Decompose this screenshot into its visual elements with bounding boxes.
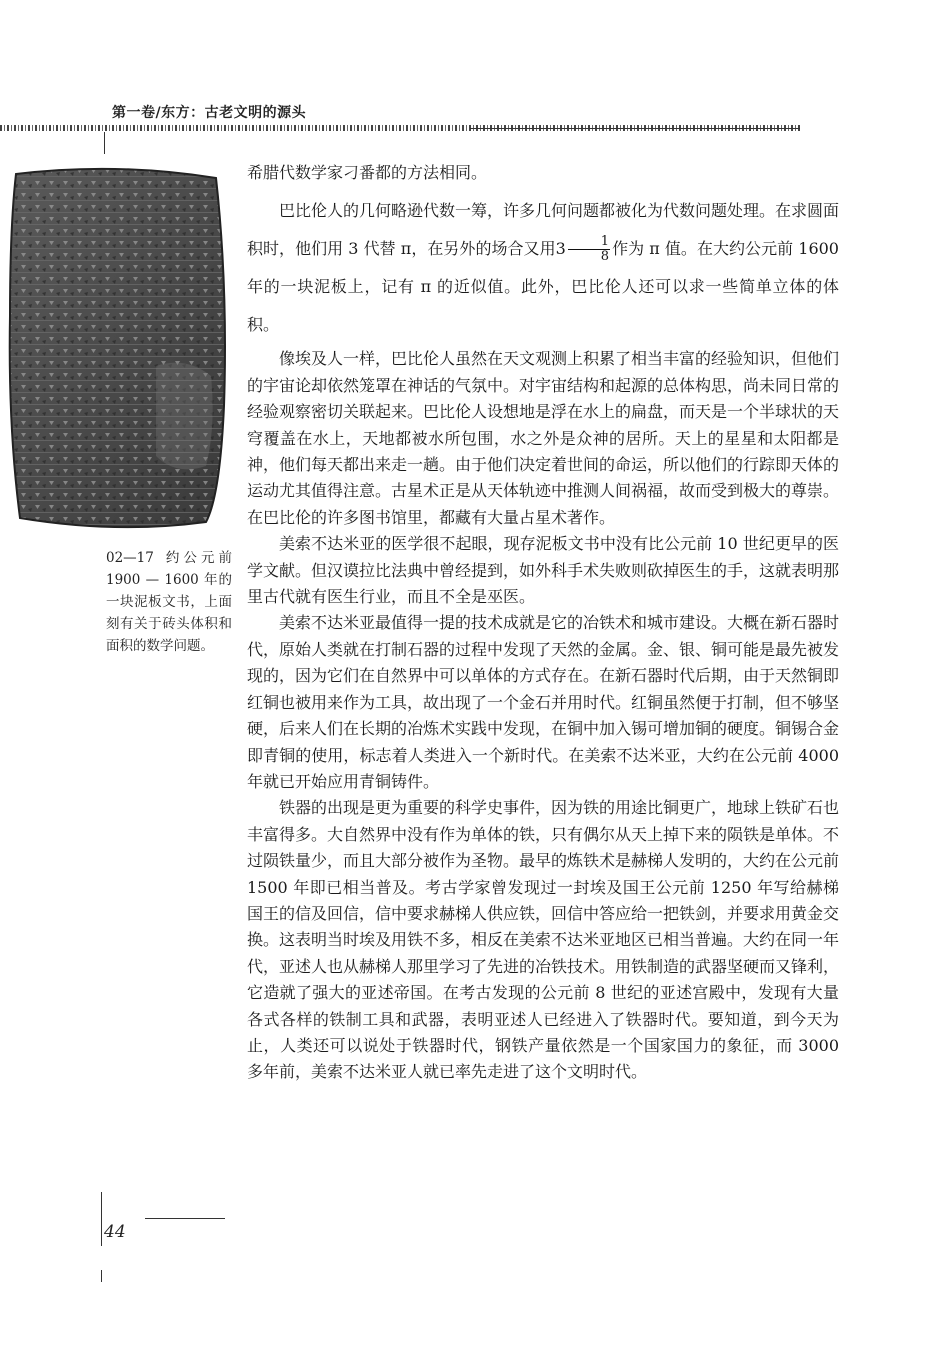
header-rule-line [470, 128, 800, 129]
page-number: 44 [104, 1222, 126, 1242]
footer-horizontal-rule [145, 1218, 225, 1219]
paragraph-continued: 希腊代数学家刁番都的方法相同。 [247, 163, 488, 182]
paragraph-geometry-part1: 巴比伦人的几何略逊代数一筹，许多几何问题都被化为代数问题处理。在求圆面积时，他们用 3 代替 π，在另外的场合又用3 [247, 201, 840, 259]
fraction-numerator: 1 [568, 235, 610, 250]
paragraph-geometry-part2: 作为 π 值。在大约公元前 1600 年的一块泥板上，记有 π 的近似值。此外，巴比伦人还可以求一些简单立体的体积。 [247, 239, 839, 335]
main-body-text [247, 160, 839, 1086]
figure-caption [106, 547, 232, 657]
paragraph-iron: 铁器的出现是更为重要的科学史事件，因为铁的用途比铜更广，地球上铁矿石也丰富得多。大自然界中没有作为单体的铁，只有偶尔从天上掉下来的陨铁是单体。不过陨铁量少，而且大部分被作为圣物。最早的炼铁术是赫梯人发明的，大约在公元前 1500 年即已相当普及。考古学家曾发现过一封埃及国王公元前 1250 年写给赫梯国王的信及回信，信中要求赫梯人供应铁，回信中答应给一把铁剑，并要求用黄金交换。这表明当时埃及用铁不多，相反在美索不达米亚地区已相当普遍。大约在同一年代，亚述人也从赫梯人那里学习了先进的冶铁技术。用铁制造的武器坚硬而又锋利，它造就了强大的亚述帝国。在考古发现的公元前 8 世纪的亚述宫殿中，发现有大量各式各样的铁制工具和武器，表明亚述人已经进入了铁器时代。要知道，到今天为止，人类还可以说处于铁器时代，钢铁产量依然是一个国家国力的象征，而 3000 多年前，美索不达米亚人就已率先走进了这个文明时代。 [247, 798, 840, 1082]
fraction-denominator: 8 [600, 249, 610, 265]
footer-vertical-rule [101, 1192, 102, 1246]
figure-caption-text: 约公元前 1900 — 1600 年的一块泥板文书，上面刻有关于砖头体积和面积的数学问题。 [106, 550, 232, 654]
figure-number: 02—17 [106, 550, 154, 566]
header-tick-mark [104, 132, 105, 154]
clay-tablet-image [6, 166, 228, 532]
running-header-title: 第一卷/东方：古老文明的源头 [112, 105, 307, 121]
paragraph-geometry [247, 192, 839, 344]
paragraph-metallurgy: 美索不达米亚最值得一提的技术成就是它的冶铁术和城市建设。大概在新石器时代，原始人类就在打制石器的过程中发现了天然的金属。金、银、铜可能是最先被发现的，因为它们在自然界中可以单体的方式存在。在新石器时代后期，由于天然铜即红铜也被用来作为工具，故出现了一个金石并用时代。红铜虽然便于打制，但不够坚硬，后来人们在长期的冶炼术实践中发现，在铜中加入锡可增加铜的硬度。铜锡合金即青铜的使用，标志着人类进入一个新时代。在美索不达米亚，大约在公元前 4000 年就已开始应用青铜铸件。 [247, 613, 840, 791]
paragraph-astronomy: 像埃及人一样，巴比伦人虽然在天文观测上积累了相当丰富的经验知识，但他们的宇宙论却依然笼罩在神话的气氛中。对宇宙结构和起源的总体构思，尚未同日常的经验观察密切关联起来。巴比伦人设想地是浮在水上的扁盘，而天是一个半球状的天穹覆盖在水上，天地都被水所包围，水之外是众神的居所。天上的星星和太阳都是神，他们每天都出来走一趟。由于他们决定着世间的命运，所以他们的行踪即天体的运动尤其值得注意。古星术正是从天体轨迹中推测人间祸福，故而受到极大的尊崇。在巴比伦的许多图书馆里，都藏有大量占星术著作。 [247, 349, 840, 527]
fraction-one-eighth [568, 235, 610, 264]
footer-vertical-tick [101, 1270, 102, 1282]
paragraph-medicine: 美索不达米亚的医学很不起眼，现存泥板文书中没有比公元前 10 世纪更早的医学文献。但汉谟拉比法典中曾经提到，如外科手术失败则砍掉医生的手，这就表明那里古代就有医生行业，而且不全是巫医。 [247, 534, 840, 607]
